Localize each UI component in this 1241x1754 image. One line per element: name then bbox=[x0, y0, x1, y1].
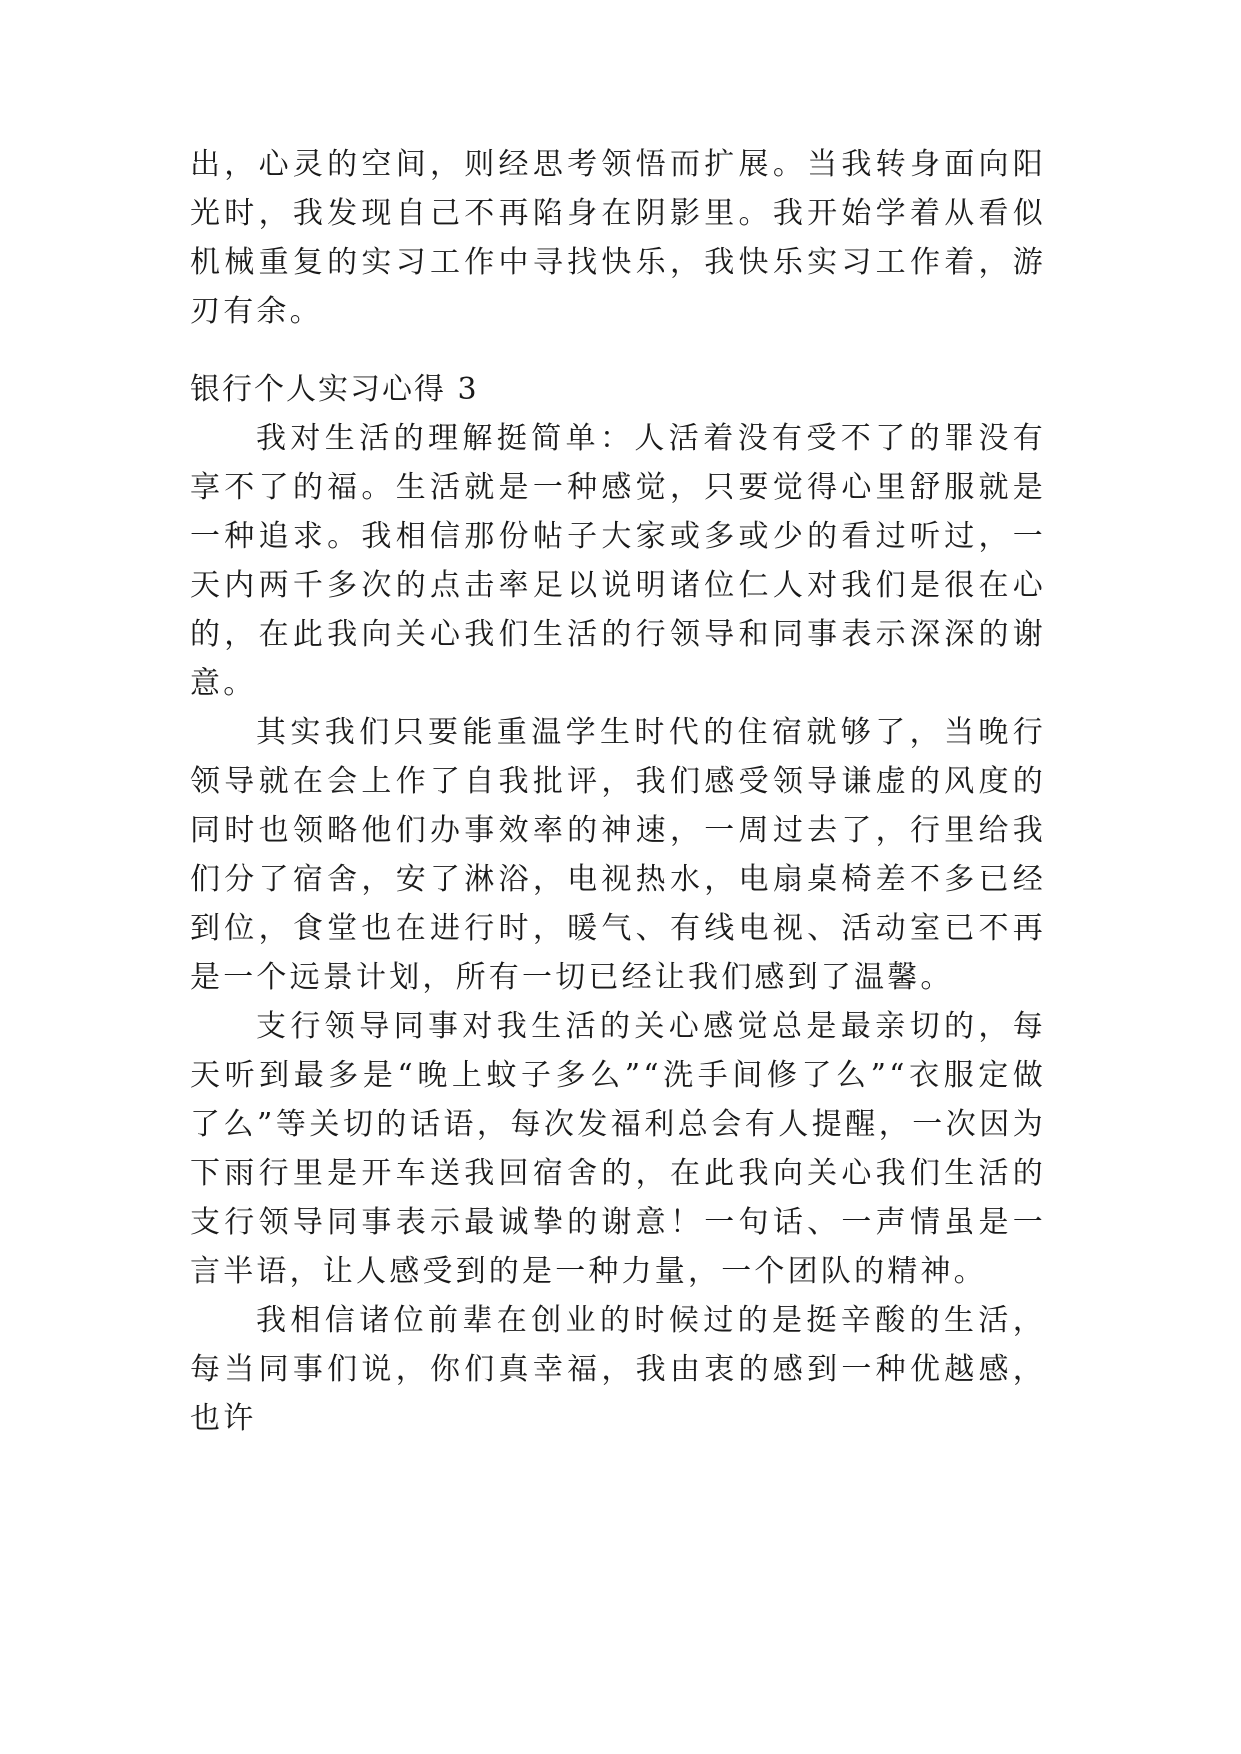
section-title: 银行个人实习心得 3 bbox=[190, 372, 479, 407]
body-paragraph-1: 我对生活的理解挺简单：人活着没有受不了的罪没有享不了的福。生活就是一种感觉，只要觉得心里舒服就是一种追求。我相信那份帖子大家或多或少的看过听过，一天内两千多次的点击率足以说明诸位仁人对我们是很在心的，在此我向关心我们生活的行领导和同事表示深深的谢意。 bbox=[190, 421, 1046, 701]
continuation-paragraph: 出，心灵的空间，则经思考领悟而扩展。当我转身面向阳光时，我发现自己不再陷身在阴影里。我开始学着从看似机械重复的实习工作中寻找快乐，我快乐实习工作着，游刃有余。 bbox=[190, 147, 1046, 329]
body-paragraph-3: 支行领导同事对我生活的关心感觉总是最亲切的，每天听到最多是“晚上蚊子多么”“洗手间修了么”“衣服定做了么”等关切的话语，每次发福利总会有人提醒，一次因为下雨行里是开车送我回宿舍的，在此我向关心我们生活的支行领导同事表示最诚挚的谢意！一句话、一声情虽是一言半语，让人感受到的是一种力量，一个团队的精神。 bbox=[190, 1009, 1046, 1289]
document-body bbox=[190, 140, 1046, 1443]
body-paragraph-2: 其实我们只要能重温学生时代的住宿就够了，当晚行领导就在会上作了自我批评，我们感受领导谦虚的风度的同时也领略他们办事效率的神速，一周过去了，行里给我们分了宿舍，安了淋浴，电视热水，电扇桌椅差不多已经到位，食堂也在进行时，暖气、有线电视、活动室已不再是一个远景计划，所有一切已经让我们感到了温馨。 bbox=[190, 715, 1046, 995]
body-paragraph-4: 我相信诸位前辈在创业的时候过的是挺辛酸的生活，每当同事们说，你们真幸福，我由衷的感到一种优越感，也许 bbox=[190, 1303, 1046, 1436]
